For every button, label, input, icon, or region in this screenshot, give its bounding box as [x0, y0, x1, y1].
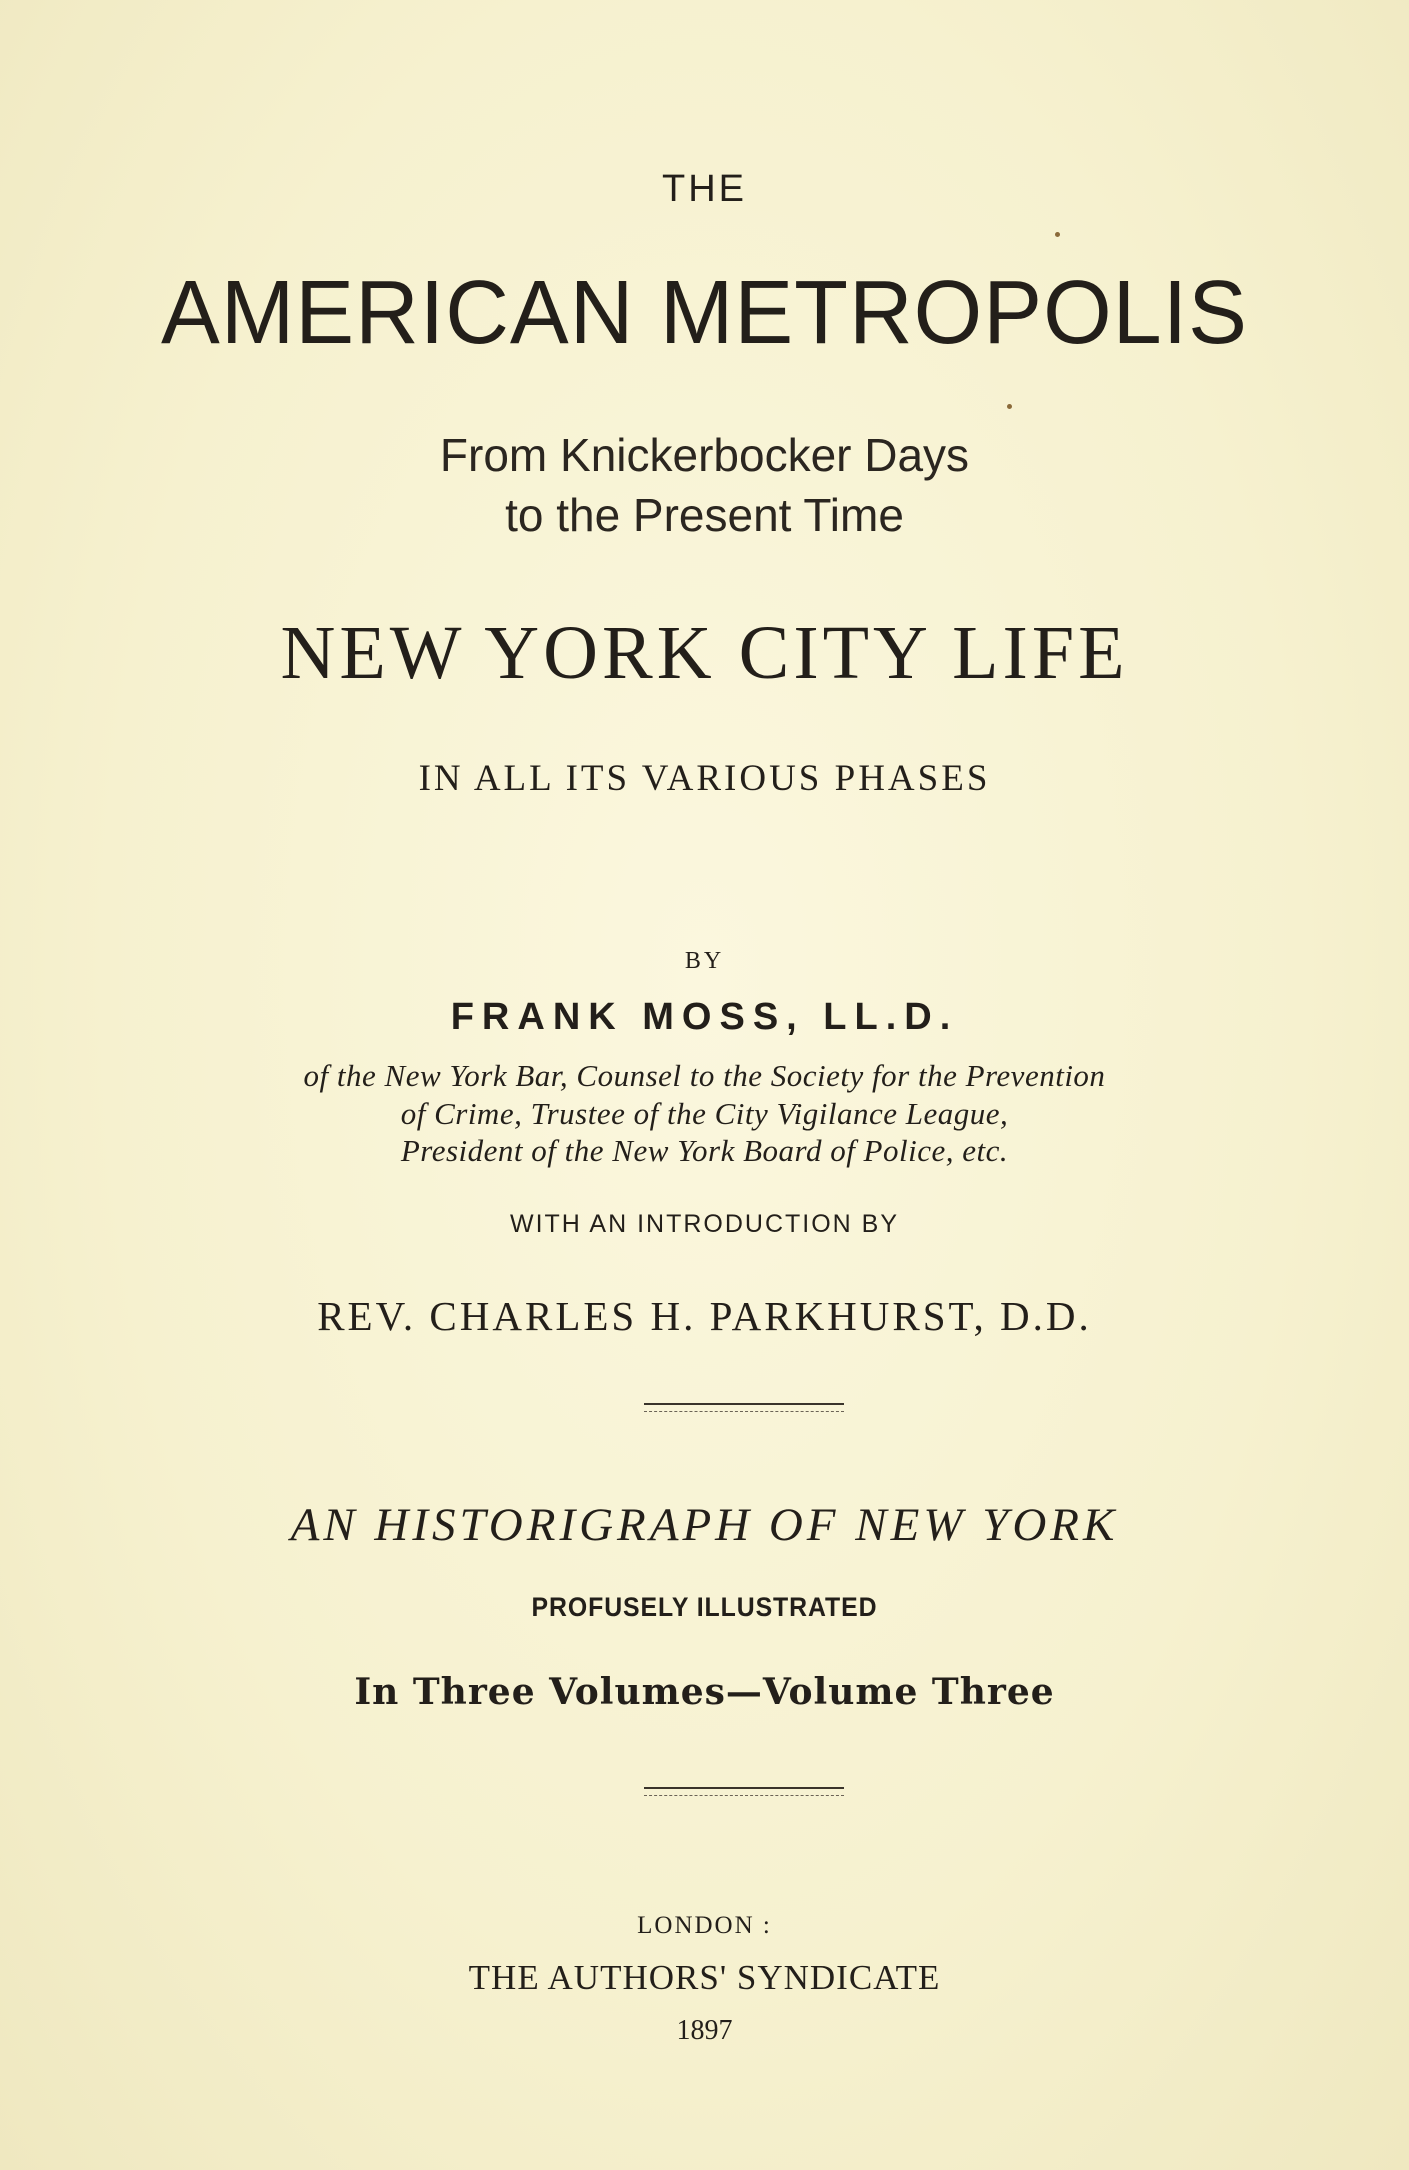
ornamental-rule: [644, 1403, 844, 1412]
introducer-name: REV. CHARLES H. PARKHURST, D.D.: [317, 1293, 1092, 1339]
author-name: FRANK MOSS, LL.D.: [450, 996, 959, 1038]
ink-speck: [1055, 232, 1060, 237]
author-credentials-line-3: President of the New York Board of Police, etc.: [400, 1133, 1009, 1168]
historigraph-line: AN HISTORIGRAPH OF NEW YORK: [290, 1499, 1119, 1551]
ornamental-rule: [644, 1787, 844, 1796]
main-title: AMERICAN METROPOLIS: [161, 263, 1248, 363]
publisher-name: THE AUTHORS' SYNDICATE: [468, 1958, 941, 1997]
illustrated-line: PROFUSELY ILLUSTRATED: [531, 1592, 878, 1622]
by-label: BY: [684, 948, 725, 974]
subtitle-line-2: to the Present Time: [505, 489, 904, 541]
author-credentials-line-2: of Crime, Trustee of the City Vigilance League,: [400, 1096, 1009, 1131]
ink-speck: [1007, 404, 1012, 409]
author-credentials-line-1: of the New York Bar, Counsel to the Society for the Prevention: [303, 1058, 1106, 1093]
title-article: THE: [662, 168, 747, 210]
phases-line: IN ALL ITS VARIOUS PHASES: [418, 758, 991, 799]
introduction-label: WITH AN INTRODUCTION BY: [509, 1210, 900, 1238]
volume-line: In Three Volumes—Volume Three: [354, 1671, 1055, 1713]
subtitle-line-1: From Knickerbocker Days: [439, 429, 970, 481]
publication-year: 1897: [676, 2015, 733, 2046]
secondary-title: NEW YORK CITY LIFE: [280, 611, 1129, 695]
imprint-place: LONDON :: [637, 1912, 772, 1939]
